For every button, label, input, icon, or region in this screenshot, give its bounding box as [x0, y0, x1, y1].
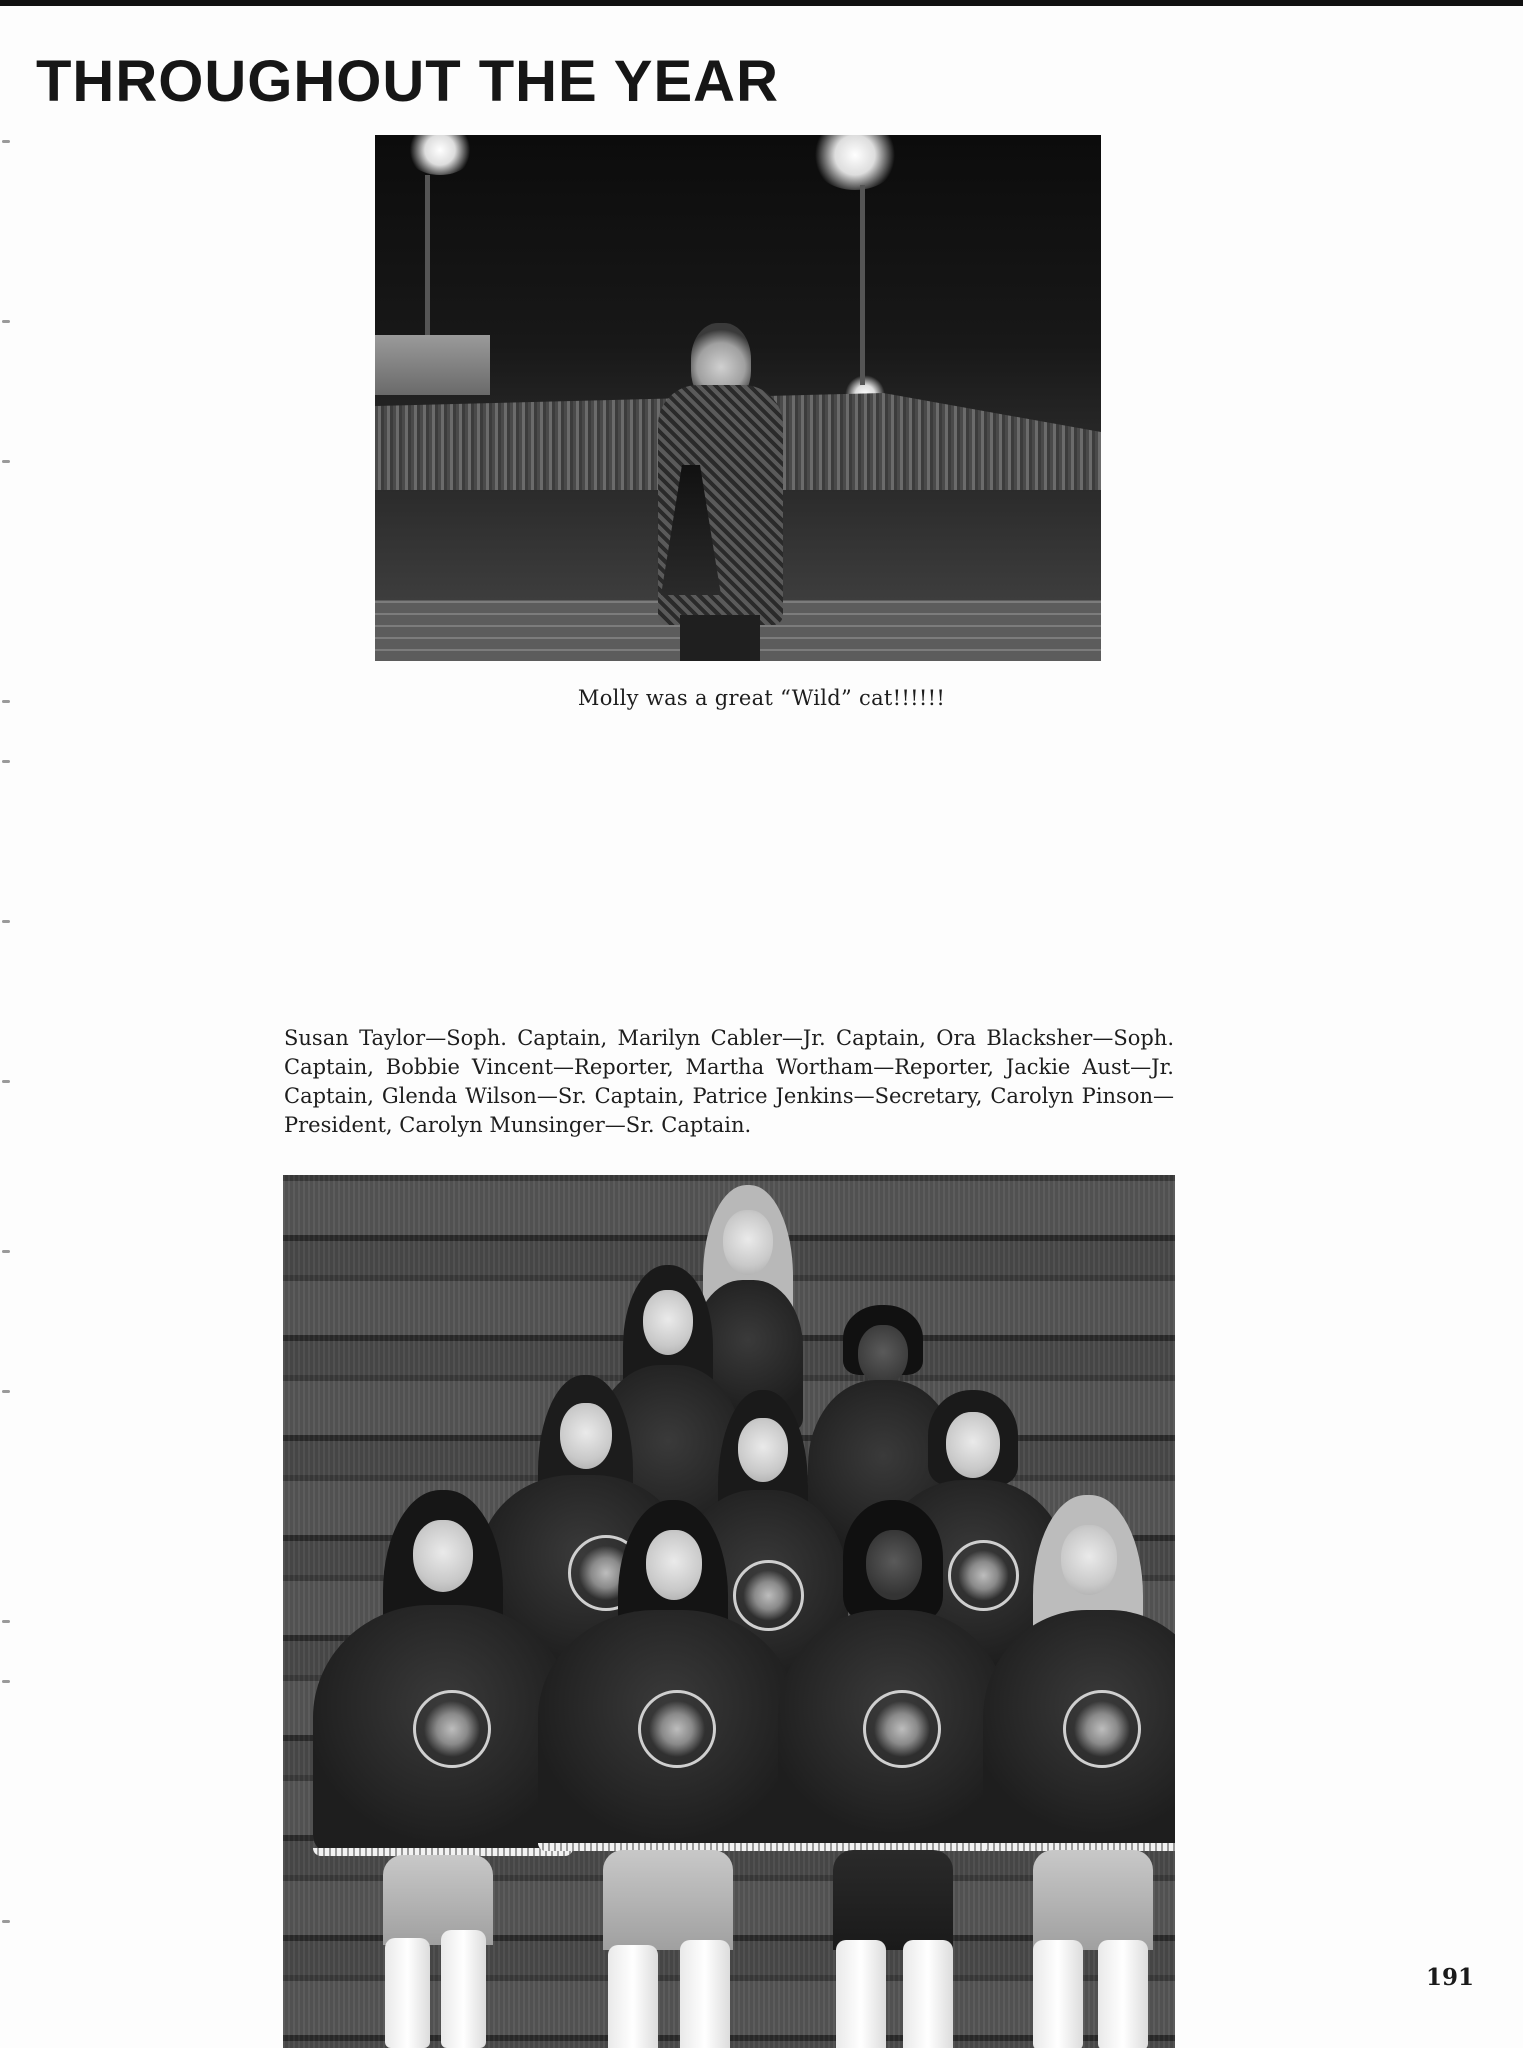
light-pole-right — [860, 185, 865, 385]
page-headline: THROUGHOUT THE YEAR — [36, 49, 779, 114]
page-number: 191 — [1426, 1964, 1475, 1991]
mascot-caption: Molly was a great “Wild” cat!!!!!! — [577, 686, 946, 710]
scan-top-edge — [0, 0, 1523, 6]
cheer-squad-caption: Susan Taylor—Soph. Captain, Marilyn Cabler—Jr. Captain, Ora Blacksher—Soph. Captain, Bobbie Vincent—Reporter, Martha Wortham—Reporter, Jackie Aust—Jr. Captain, Glenda Wilson—Sr. Captain, Patrice Jenkins—Secretary, Carolyn Pinson—President, Carolyn Munsinger—Sr. Captain. — [284, 1026, 1174, 1137]
stadium-light-left — [405, 135, 475, 175]
mascot-photo — [375, 135, 1101, 661]
binding-holes — [0, 120, 14, 2020]
stadium-light-right — [810, 135, 900, 190]
cheer-squad-photo — [283, 1175, 1175, 2048]
mascot-legs — [680, 615, 760, 661]
scoreboard — [375, 335, 490, 395]
